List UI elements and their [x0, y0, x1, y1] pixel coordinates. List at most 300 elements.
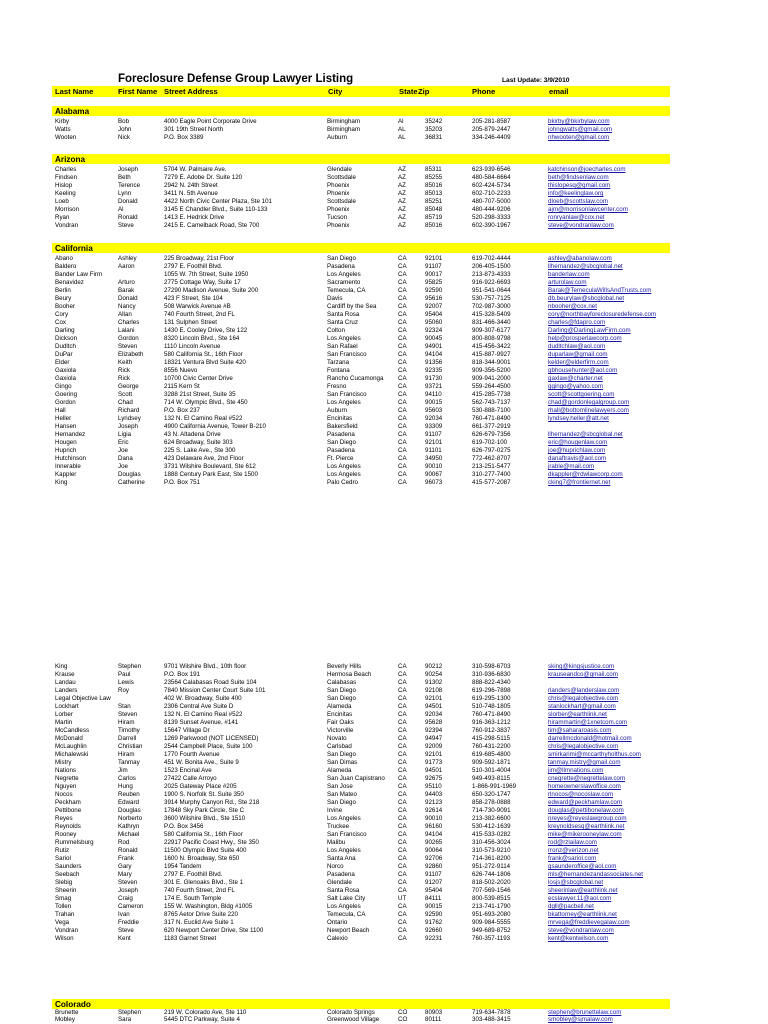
zip: 36831 — [425, 134, 443, 141]
email-link[interactable]: nreyes@reyeslawgroup.com — [548, 815, 627, 822]
email-link[interactable]: sking@kingsjustice.com — [548, 663, 615, 670]
table-row — [0, 271, 768, 279]
table-row — [0, 174, 768, 182]
email-link[interactable]: cory@northbayforeclosuredefense.com — [548, 311, 657, 318]
zip: 94501 — [425, 767, 443, 774]
city: Ft. Pierce — [327, 455, 354, 462]
email-link[interactable]: krauseandco@gmail.com — [548, 671, 618, 678]
phone: 949-689-8752 — [472, 927, 511, 934]
street-address: 301 E. Glenoaks Blvd., Ste 1 — [164, 879, 244, 886]
email-link[interactable]: tanmay.mistry@gmail.com — [548, 759, 621, 766]
zip: 96073 — [425, 479, 443, 486]
city: Temecula, CA — [327, 911, 366, 918]
phone: 772-462-8707 — [472, 455, 511, 462]
zip: 85255 — [425, 174, 443, 181]
first-name: Nick — [118, 134, 131, 141]
email-link[interactable]: cking7@frontiernet.net — [548, 479, 611, 486]
email-link[interactable]: rhall@bottomlinelawyers.com — [548, 407, 629, 414]
email-link[interactable]: dloeb@scottslaw.com — [548, 198, 608, 205]
state: CA — [398, 383, 407, 390]
street-address: 43 N. Altadena Drive — [164, 431, 221, 438]
state: CA — [398, 255, 407, 262]
table-row — [0, 351, 768, 359]
table-row — [0, 407, 768, 415]
first-name: Lynn — [118, 190, 132, 197]
city: Truckee — [327, 823, 350, 830]
city: Rancho Cucamonga — [327, 375, 384, 382]
first-name: Ronald — [118, 214, 138, 221]
first-name: Cameron — [118, 903, 144, 910]
email-link[interactable]: gbhousehunter@aol.com — [548, 367, 618, 374]
email-link[interactable]: nhwooten@gmail.com — [548, 134, 610, 141]
zip: 92101 — [425, 255, 443, 262]
email-link[interactable]: homeownerslawoffice.com — [548, 783, 621, 790]
last-name: Landau — [55, 679, 76, 686]
email-link[interactable]: thislopesq@gmail.com — [548, 182, 611, 189]
phone: 650-320-1747 — [472, 791, 511, 798]
last-name: Seebach — [55, 871, 80, 878]
zip: 92108 — [425, 687, 443, 694]
state: Al — [398, 118, 404, 125]
email-link[interactable]: chris@legalobjective.com — [548, 695, 619, 702]
table-row — [0, 463, 768, 471]
email-link[interactable]: edward@peckhamlaw.com — [548, 799, 623, 806]
city: Los Angeles — [327, 399, 361, 406]
email-link[interactable]: info@keelinglaw.org — [548, 190, 604, 197]
phone: 415-285-7738 — [472, 391, 511, 398]
first-name: Ligia — [118, 431, 132, 438]
email-link[interactable]: chad@gordonlegalgroup.com — [548, 399, 630, 406]
first-name: Sara — [118, 1016, 132, 1023]
street-address: P.O. Box 3456 — [164, 823, 204, 830]
phone: 951-272-9114 — [472, 863, 511, 870]
last-name: Huprich — [55, 447, 77, 454]
email-link[interactable]: chris@legalobjective.com — [548, 743, 619, 750]
email-link[interactable]: arturolaw.com — [548, 279, 587, 286]
col-city: City — [328, 87, 343, 96]
table-row — [0, 190, 768, 198]
phone: 619-702-100 — [472, 439, 508, 446]
first-name: Roy — [118, 687, 130, 694]
city: Pasadena — [327, 871, 355, 878]
email-link[interactable]: jim@llmnations.com — [548, 767, 604, 774]
zip: 92860 — [425, 863, 443, 870]
table-row — [0, 799, 768, 807]
state: CA — [398, 463, 407, 470]
email-link[interactable]: charles@fdapro.com — [548, 319, 606, 326]
street-address: 301 19th Street North — [164, 126, 224, 133]
last-name: Abano — [55, 255, 73, 262]
email-link[interactable]: kreynoldsesq@earthlink.net — [548, 823, 625, 830]
email-link[interactable]: Barak@TemeculaWillsAndTrusts.com — [548, 287, 652, 294]
last-name: Goering — [55, 391, 78, 398]
phone: 619-295-1300 — [472, 695, 511, 702]
email-link[interactable]: frank@sariol.com — [548, 855, 597, 862]
phone: 858-278-0888 — [472, 799, 511, 806]
phone: 415-887-9927 — [472, 351, 511, 358]
last-name: Sariol — [55, 855, 71, 862]
email-link[interactable]: smobley@sjmalaw.com — [548, 1016, 613, 1023]
first-name: Gordon — [118, 335, 139, 342]
last-name: Nations — [55, 767, 76, 774]
city: Temecula, CA — [327, 287, 366, 294]
phone: 415-328-5409 — [472, 311, 511, 318]
last-name: Smag — [55, 895, 72, 902]
phone: 702-987-3000 — [472, 303, 511, 310]
city: San Diego — [327, 255, 356, 262]
phone: 714-730-9091 — [472, 807, 511, 814]
street-address: 23564 Calabasas Road Suite 104 — [164, 679, 257, 686]
email-link[interactable]: steve@vondranlaw.com — [548, 222, 614, 229]
last-name: Slebig — [55, 879, 73, 886]
state: CA — [398, 343, 407, 350]
table-row — [0, 935, 768, 943]
state: CA — [398, 855, 407, 862]
email-link[interactable]: kent@kentwilson.com — [548, 935, 609, 942]
table-row — [0, 431, 768, 439]
zip: 92335 — [425, 367, 443, 374]
email-link[interactable]: duparlaw@gmail.com — [548, 351, 608, 358]
table-row — [0, 214, 768, 222]
email-link[interactable]: ajm@morrisonlawcenter.com — [548, 206, 628, 213]
email-link[interactable]: mrvega@freddievegalaw.com — [548, 919, 630, 926]
last-name: Darling — [55, 327, 75, 334]
state: AZ — [398, 190, 406, 197]
street-address: 580 California St., 16th Floor — [164, 351, 243, 358]
email-link[interactable]: slorber@earthlink.net — [548, 711, 607, 718]
city: Phoenix — [327, 222, 350, 229]
col-state: State — [399, 87, 418, 96]
zip: 95825 — [425, 279, 443, 286]
street-address: 1183 Garnet Street — [164, 935, 217, 942]
first-name: Ronald — [118, 847, 138, 854]
table-row — [0, 279, 768, 287]
email-link[interactable]: tim@sahararoasis.com — [548, 727, 612, 734]
first-name: Rick — [118, 375, 131, 382]
table-row — [0, 222, 768, 230]
state: CA — [398, 447, 407, 454]
city: Fair Oaks — [327, 719, 354, 726]
phone: 909-592-1871 — [472, 759, 511, 766]
city: Irvine — [327, 807, 343, 814]
email-link[interactable]: danaftravis@aol.com — [548, 455, 607, 462]
phone: 619-296-7898 — [472, 687, 511, 694]
street-address: 580 California St., 16th Floor — [164, 831, 243, 838]
last-name: Kappler — [55, 471, 77, 478]
city: Birmingham — [327, 118, 361, 125]
city: San Diego — [327, 751, 356, 758]
phone: 916-363-1212 — [472, 719, 511, 726]
email-link[interactable]: steve@vondranlaw.com — [548, 927, 614, 934]
phone: 626-797-0275 — [472, 447, 511, 454]
table-row — [0, 471, 768, 479]
email-link[interactable]: hirammartin@1xnetcom.com — [548, 719, 628, 726]
last-name: Saunders — [55, 863, 82, 870]
state: CA — [398, 407, 407, 414]
last-name: Bander Law Firm — [55, 271, 103, 278]
table-row — [0, 319, 768, 327]
email-link[interactable]: scott@scottgoering.com — [548, 391, 615, 398]
city: Malibu — [327, 839, 346, 846]
street-address: 17848 Sky Park Circle, Ste C — [164, 807, 245, 814]
email-link[interactable]: ashley@abanolaw.com — [548, 255, 612, 262]
phone: 760-912-3837 — [472, 727, 511, 734]
table-row — [0, 743, 768, 751]
table-row — [0, 711, 768, 719]
email-link[interactable]: gaxlaw@charter.net — [548, 375, 603, 382]
last-name: DuPar — [55, 351, 73, 358]
col-last-name: Last Name — [55, 87, 94, 96]
city: San Francisco — [327, 351, 367, 358]
email-link[interactable]: rlanders@landerslaw.com — [548, 687, 620, 694]
email-link[interactable]: katchinson@joecharles.com — [548, 166, 626, 173]
table-row — [0, 182, 768, 190]
first-name: Ivan — [118, 911, 130, 918]
email-link[interactable]: joe@huprichlaw.com — [548, 447, 606, 454]
street-address: 10700 Civic Center Drive — [164, 375, 233, 382]
street-address: 22917 Pacific Coast Hwy., Ste 350 — [164, 839, 259, 846]
email-link[interactable]: eric@hougenlaw.com — [548, 439, 608, 446]
email-link[interactable]: llhernandez@sbcglobal.net — [548, 263, 623, 270]
phone: 623-939-6546 — [472, 166, 511, 173]
state: CO — [398, 1016, 408, 1023]
first-name: Terence — [118, 182, 141, 189]
street-address: 5704 W. Palmaire Ave. — [164, 166, 227, 173]
last-name: McDonald — [55, 735, 83, 742]
table-row — [0, 383, 768, 391]
street-address: 131 Sulphen Street — [164, 319, 217, 326]
email-link[interactable]: gsaunderoffice@aol.com — [548, 863, 617, 870]
phone: 415-298-5115 — [472, 735, 511, 742]
street-address: 8765 Aetor Drive Suite 220 — [164, 911, 238, 918]
email-link[interactable]: beth@findsenlaw.com — [548, 174, 609, 181]
email-link[interactable]: ecslawyer.11@aol.com — [548, 895, 612, 902]
email-link[interactable]: dgll@pacbell.net — [548, 903, 594, 910]
last-name: Hutchinson — [55, 455, 86, 462]
street-address: P.O. Box 751 — [164, 479, 201, 486]
state: AZ — [398, 174, 406, 181]
zip: 91101 — [425, 447, 442, 454]
first-name: Lewis — [118, 679, 134, 686]
street-address: 451 W. Bonita Ave., Suite 9 — [164, 759, 239, 766]
state: CA — [398, 423, 407, 430]
email-link[interactable]: jrable@mail.com — [548, 463, 595, 470]
zip: 90045 — [425, 335, 443, 342]
email-link[interactable]: rod@rzlailaw.com — [548, 839, 597, 846]
zip: 80903 — [425, 1009, 443, 1016]
street-address: 740 Fourth Street, 2nd FL — [164, 311, 235, 318]
city: Calabasas — [327, 679, 357, 686]
col-first-name: First Name — [118, 87, 158, 96]
table-row — [0, 807, 768, 815]
phone: 480-444-9206 — [472, 206, 511, 213]
last-name: Hislop — [55, 182, 73, 189]
state: CA — [398, 719, 407, 726]
city: Tarzana — [327, 359, 350, 366]
col-street: Street Address — [164, 87, 218, 96]
zip: 90017 — [425, 271, 443, 278]
first-name: Paul — [118, 671, 131, 678]
first-name: Stephen — [118, 663, 142, 670]
first-name: Joseph — [118, 887, 138, 894]
phone: 831-466-3440 — [472, 319, 511, 326]
city: Phoenix — [327, 206, 350, 213]
zip: 94501 — [425, 703, 443, 710]
phone: 800-539-8515 — [472, 895, 511, 902]
state: CA — [398, 767, 407, 774]
email-link[interactable]: douglas@pettibonelaw.com — [548, 807, 624, 814]
last-name: Vondran — [55, 927, 79, 934]
table-row — [0, 687, 768, 695]
email-link[interactable]: kelder@elderfirm.com — [548, 359, 609, 366]
zip: 91730 — [425, 375, 443, 382]
first-name: Douglas — [118, 807, 141, 814]
zip: 85016 — [425, 222, 443, 229]
city: San Diego — [327, 695, 356, 702]
city: Calexio — [327, 935, 348, 942]
zip: 85013 — [425, 190, 443, 197]
email-link[interactable]: dkappler@rdwlawcorp.com — [548, 471, 623, 478]
first-name: Norberto — [118, 815, 143, 822]
email-link[interactable]: help@prosperlawcorp.com — [548, 335, 622, 342]
email-link[interactable]: mls@hernandezandassociates.net — [548, 871, 644, 878]
zip: 95603 — [425, 407, 443, 414]
last-name: Beury — [55, 295, 72, 302]
last-name: Gaxiola — [55, 375, 76, 382]
email-link[interactable]: db.beurylaw@sbcglobal.net — [548, 295, 625, 302]
street-address: 7279 E. Adobe Dr. Suite 120 — [164, 174, 243, 181]
email-link[interactable]: llhernandez@sbcglobal.net — [548, 431, 623, 438]
zip: 92034 — [425, 415, 443, 422]
last-name: Vondran — [55, 222, 79, 229]
city: Salt Lake City — [327, 895, 366, 902]
first-name: Donald — [118, 295, 138, 302]
city: Los Angeles — [327, 903, 361, 910]
email-link[interactable]: dudltchlaw@aol.com — [548, 343, 606, 350]
email-link[interactable]: nbooher@cox.net — [548, 303, 597, 310]
city: Glendale — [327, 879, 352, 886]
city: San Diego — [327, 799, 356, 806]
phone: 909-984-5555 — [472, 919, 511, 926]
city: Tucson — [327, 214, 348, 221]
table-row — [0, 823, 768, 831]
state: CA — [398, 743, 407, 750]
email-link[interactable]: ggingo@yahoo.com — [548, 383, 604, 390]
email-link[interactable]: sheerinlaw@earthlink.net — [548, 887, 618, 894]
first-name: Allan — [118, 311, 132, 318]
table-row — [0, 663, 768, 671]
email-link[interactable]: smirkarimi@mccarthyholthus.com — [548, 751, 641, 758]
phone: 559-264-4500 — [472, 383, 511, 390]
last-name: Watts — [55, 126, 71, 133]
table-row — [0, 255, 768, 263]
phone: 310-456-3024 — [472, 839, 511, 846]
table-row — [0, 735, 768, 743]
phone: 415-577-2087 — [472, 479, 511, 486]
email-link[interactable]: bkattorney@earthlink.net — [548, 911, 617, 918]
zip: 92706 — [425, 855, 443, 862]
table-row — [0, 727, 768, 735]
city: San Mateo — [327, 791, 357, 798]
email-link[interactable]: rlnocos@nocoslaw.com — [548, 791, 614, 798]
phone: 760-357-1193 — [472, 935, 511, 942]
email-link[interactable]: mike@mikerooneylaw.com — [548, 831, 622, 838]
last-name: Peckham — [55, 799, 81, 806]
table-row — [0, 263, 768, 271]
city: Sacramento — [327, 279, 361, 286]
first-name: Kent — [118, 935, 131, 942]
state: CA — [398, 311, 407, 318]
phone: 562-743-7137 — [472, 399, 511, 406]
state: AZ — [398, 222, 406, 229]
first-name: Hiram — [118, 751, 135, 758]
email-link[interactable]: rronz@verizon.net — [548, 847, 599, 854]
first-name: Charles — [118, 319, 140, 326]
email-link[interactable]: cnegrette@negrettelaw.com — [548, 775, 626, 782]
city: Pasadena — [327, 447, 355, 454]
street-address: 2115 Kern St — [164, 383, 200, 390]
table-row — [0, 767, 768, 775]
phone: 206-405-1500 — [472, 263, 511, 270]
state: CA — [398, 799, 407, 806]
last-name: King — [55, 663, 68, 670]
zip: 91773 — [425, 759, 443, 766]
street-address: 11500 Olympic Blvd Suite 400 — [164, 847, 247, 854]
street-address: 2415 E. Camelback Road, Ste 700 — [164, 222, 260, 229]
state: CA — [398, 783, 407, 790]
state: CA — [398, 927, 407, 934]
phone: 626-744-1806 — [472, 871, 511, 878]
first-name: Steven — [118, 879, 138, 886]
street-address: 4422 North Civic Center Plaza, Ste 101 — [164, 198, 272, 205]
email-link[interactable]: bkirby@bkirbylaw.com — [548, 118, 610, 125]
last-name: Wooten — [55, 134, 77, 141]
zip: 95616 — [425, 295, 443, 302]
zip: 96160 — [425, 823, 443, 830]
email-link[interactable]: losjs@sbcglobal.net — [548, 879, 604, 886]
email-link[interactable]: darrellmcdonald@hotmail.com — [548, 735, 632, 742]
last-name: Berlin — [55, 287, 71, 294]
email-link[interactable]: banderlaw.com — [548, 271, 590, 278]
email-link[interactable]: stanlockhart@gmail.com — [548, 703, 616, 710]
first-name: Joe — [118, 447, 128, 454]
phone: 909-356-5200 — [472, 367, 511, 374]
first-name: Catherine — [118, 479, 145, 486]
email-link[interactable]: stephen@brunettelaw.com — [548, 1009, 622, 1016]
street-address: 3411 N. 5th Avenue — [164, 190, 218, 197]
city: Los Angeles — [327, 815, 361, 822]
state: CA — [398, 831, 407, 838]
state: CA — [398, 807, 407, 814]
zip: 92231 — [425, 935, 443, 942]
last-name: Mobley — [55, 1016, 75, 1023]
table-row — [0, 839, 768, 847]
document-title: Foreclosure Defense Group Lawyer Listing — [118, 73, 354, 85]
email-link[interactable]: Darling@DarlingLawFirm.com — [548, 327, 631, 334]
email-link[interactable]: ronryanlaw@cox.net — [548, 214, 605, 221]
email-link[interactable]: lyndsey.heller@att.net — [548, 415, 609, 422]
city: Newport Beach — [327, 927, 370, 934]
state: CA — [398, 279, 407, 286]
email-link[interactable]: johngwatts@gmail.com — [548, 126, 613, 133]
last-name: Hougen — [55, 439, 77, 446]
state: CA — [398, 375, 407, 382]
first-name: Joe — [118, 463, 128, 470]
zip: 93309 — [425, 423, 443, 430]
state: CA — [398, 863, 407, 870]
zip: 91762 — [425, 919, 443, 926]
city: Los Angeles — [327, 471, 361, 478]
